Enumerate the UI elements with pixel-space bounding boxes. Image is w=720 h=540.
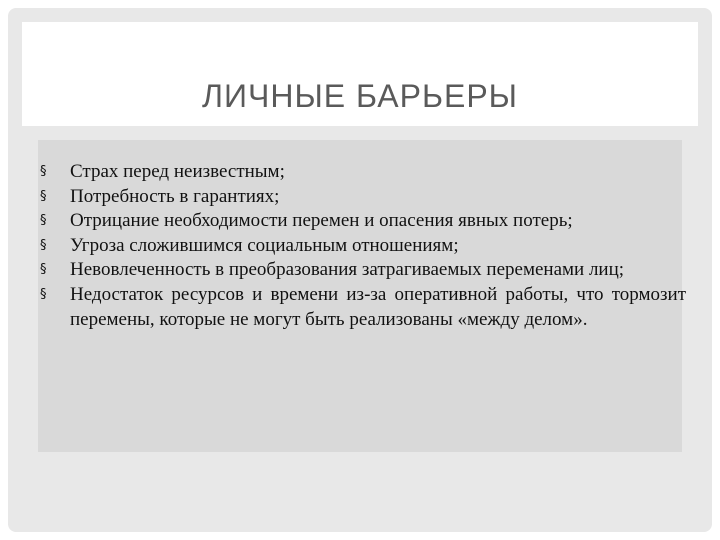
list-item bbox=[38, 283, 686, 332]
list-item-text: Отрицание необходимости перемен и опасения явных потерь; bbox=[70, 210, 573, 232]
list-item-text: Страх перед неизвестным; bbox=[70, 161, 285, 182]
list-item bbox=[38, 185, 686, 210]
list-item bbox=[38, 234, 686, 259]
bullet-list bbox=[38, 160, 686, 332]
list-item-text: Недостаток ресурсов и времени из-за оперативной работы, что тормозит перемены, которые не могут быть реализованы «между делом». bbox=[70, 283, 686, 330]
title-panel bbox=[22, 22, 698, 126]
list-item-text: Потребность в гарантиях; bbox=[70, 185, 280, 207]
section-sign-icon: § bbox=[40, 237, 47, 253]
section-sign-icon: § bbox=[40, 213, 47, 229]
section-sign-icon: § bbox=[40, 164, 47, 179]
section-sign-icon: § bbox=[40, 286, 47, 302]
list-item bbox=[38, 258, 686, 283]
list-item-text: Невовлеченность в преобразования затрагиваемых переменами лиц; bbox=[70, 259, 625, 281]
slide-title: ЛИЧНЫЕ БАРЬЕРЫ bbox=[202, 78, 518, 114]
list-item-text: Угроза сложившимся социальным отношениям; bbox=[70, 234, 459, 256]
content-panel bbox=[38, 140, 686, 452]
section-sign-icon: § bbox=[40, 262, 47, 278]
section-sign-icon: § bbox=[40, 188, 47, 204]
list-item bbox=[38, 160, 686, 185]
list-item bbox=[38, 209, 686, 234]
